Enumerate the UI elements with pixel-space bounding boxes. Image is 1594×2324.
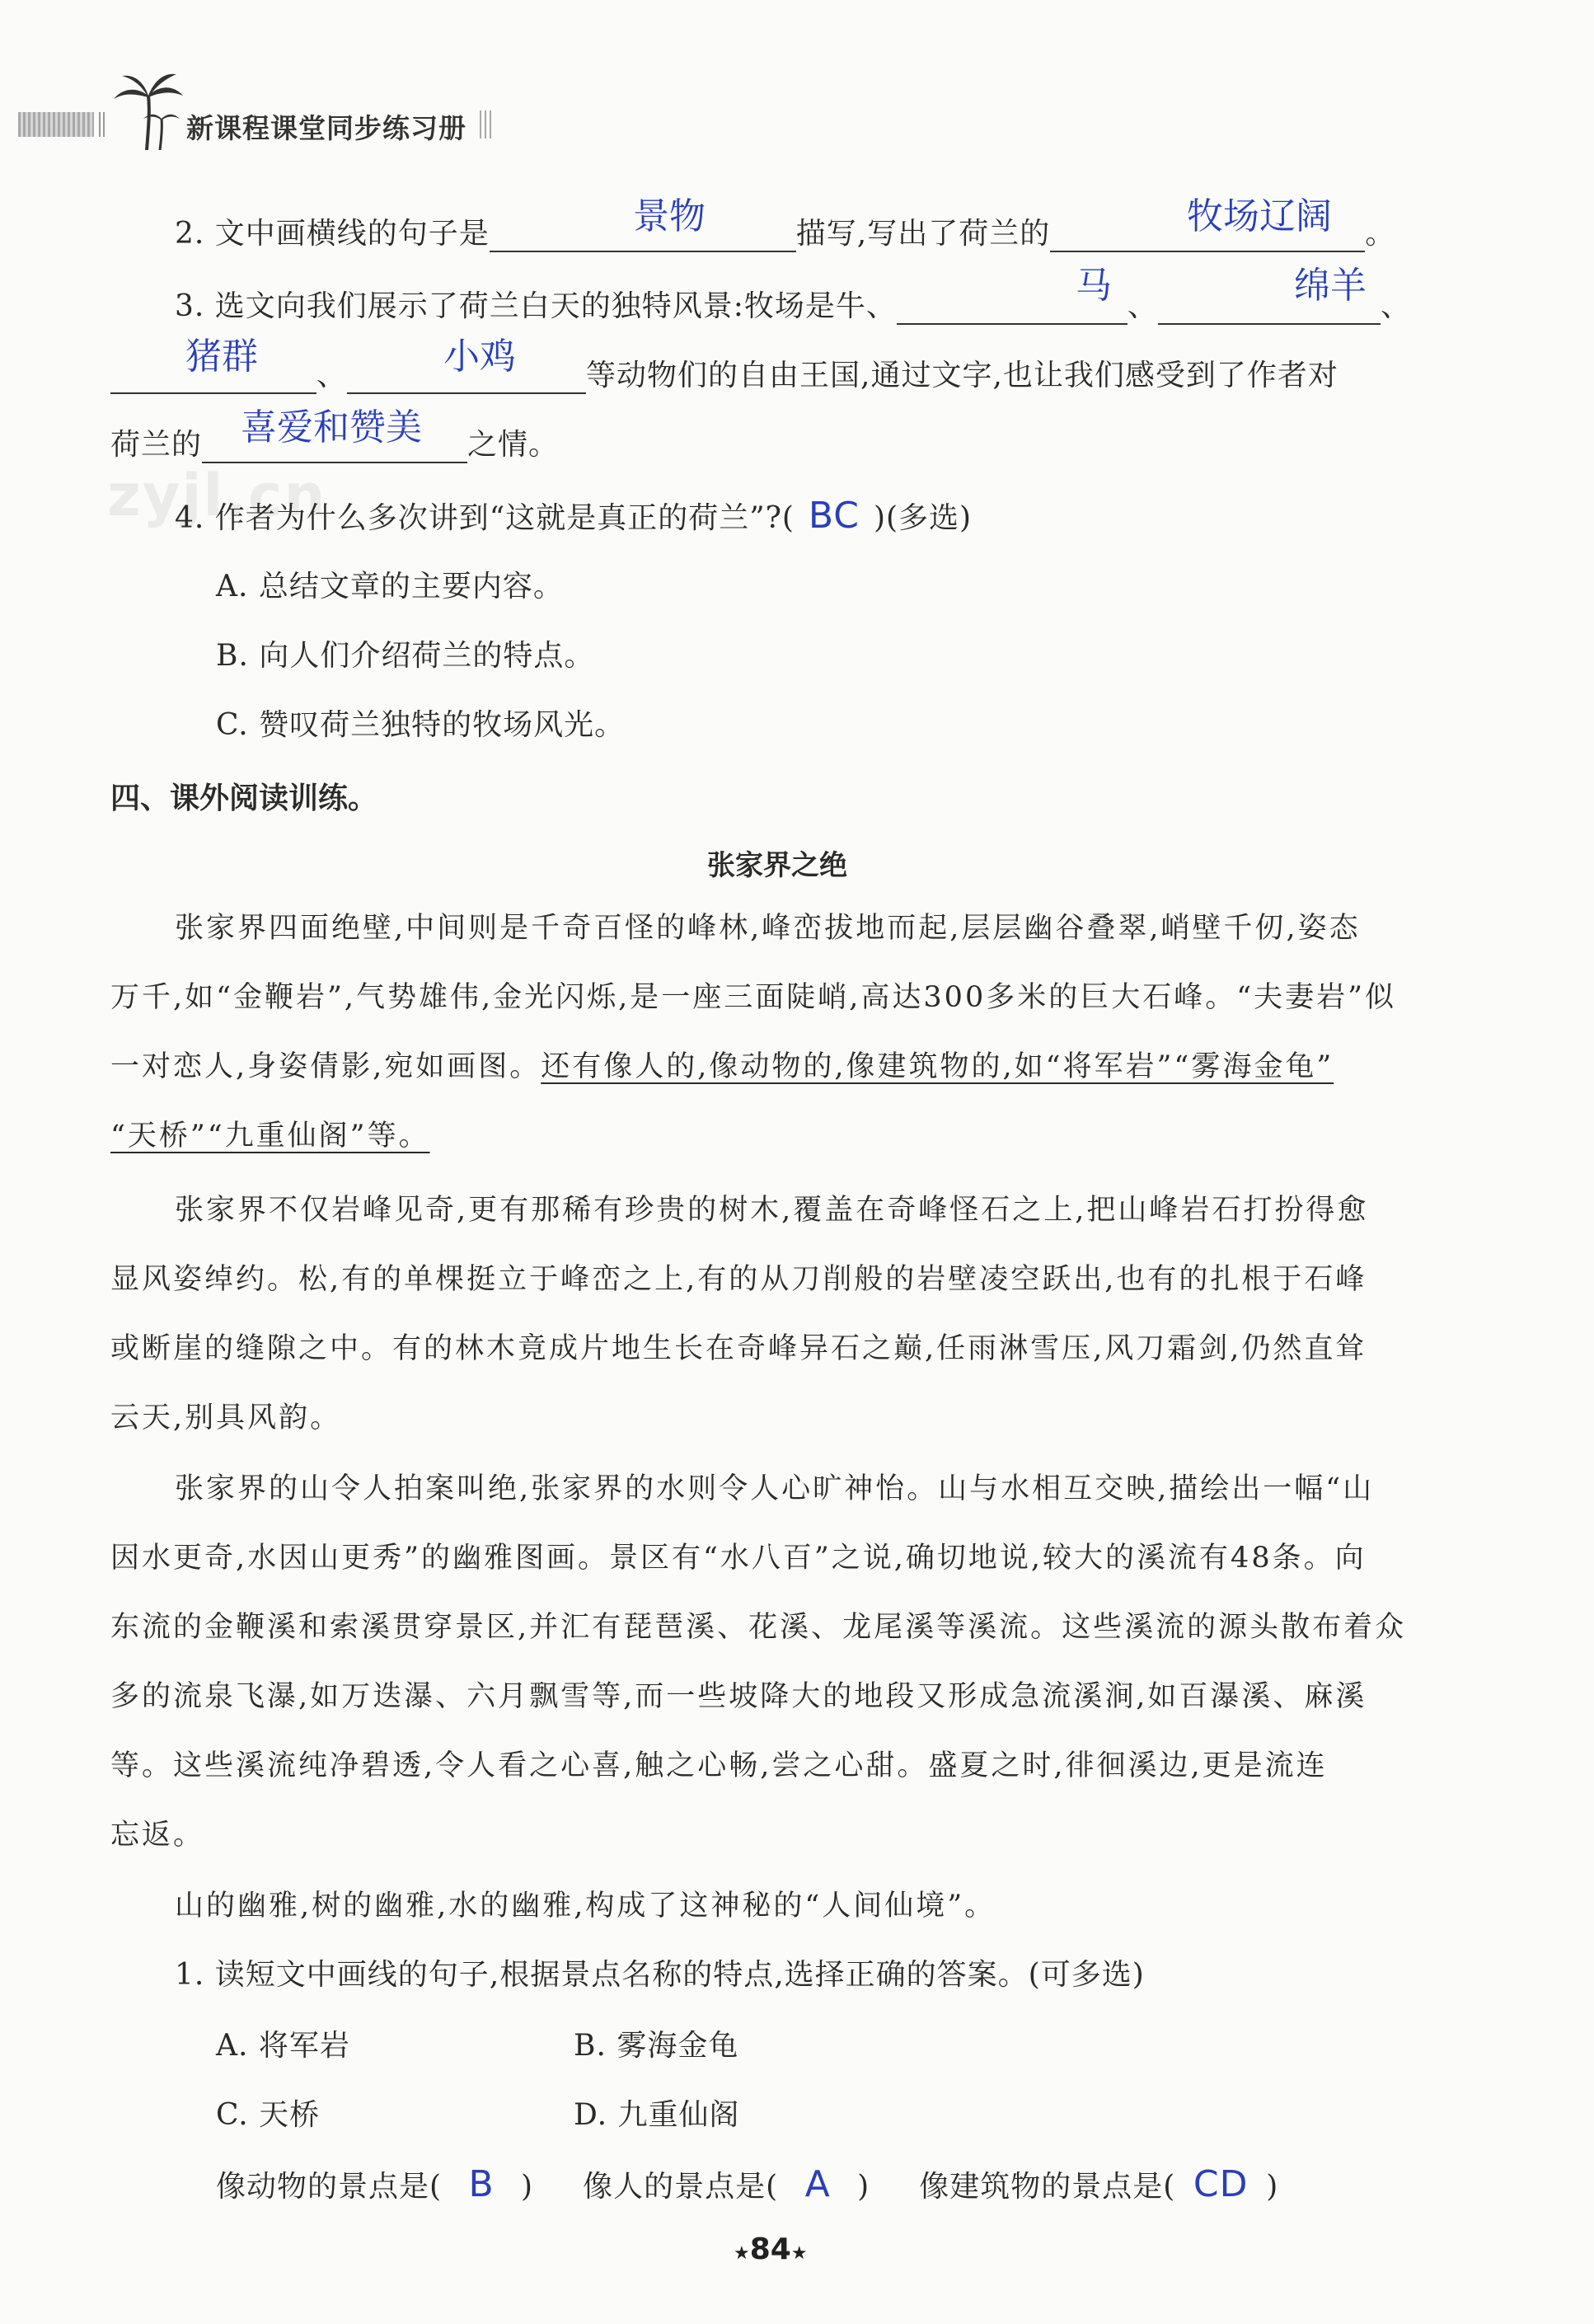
header-end-stripe [480, 110, 491, 139]
q1b-option-d: D. 九重仙阁 [574, 2098, 740, 2132]
page-number [734, 2232, 808, 2266]
q1b-person-label: 像人的景点是( [583, 2170, 779, 2204]
section-4-heading: 四、课外阅读训练。 [110, 782, 378, 815]
star-icon: ★ [734, 2243, 750, 2264]
q1b-prompt: 1. 读短文中画线的句子,根据景点名称的特点,选择正确的答案。(可多选) [175, 1958, 1145, 1992]
q1b-answer-row [216, 2163, 1279, 2205]
q3-sep-1: 、 [1127, 289, 1158, 323]
p3-line-2: 因水更奇,水因山更秀”的幽雅图画。景区有“水八百”之说,确切地说,较大的溪流有48条。向 [110, 1542, 1367, 1575]
p1-line-3-plain: 一对恋人,身姿倩影,宛如画图。 [110, 1050, 541, 1083]
watermark: zyjl.cn [107, 462, 327, 529]
p1-underlined-sentence-1: 还有像人的,像动物的,像建筑物的,如“将军岩”“雾海金龟” [541, 1050, 1334, 1083]
q4-prefix: 4. 作者为什么多次讲到“这就是真正的荷兰”?( [175, 501, 795, 535]
p3-line-4: 多的流泉飞瀑,如万迭瀑、六月飘雪等,而一些坡降大的地段又形成急流溪涧,如百瀑溪、麻溪 [110, 1680, 1367, 1713]
header-stripe [18, 112, 94, 137]
p3-line-6: 忘返。 [110, 1819, 205, 1852]
question-3-line-1 [175, 289, 1411, 325]
q3-line3-post: 之情。 [467, 428, 560, 462]
q3-sep-3: 、 [316, 359, 348, 392]
p1-line-2: 万千,如“金鞭岩”,气势雄伟,金光闪烁,是一座三面陡峭,高达300多米的巨大石峰。“夫妻岩”似 [110, 981, 1397, 1014]
p3-line-1: 张家界的山令人拍案叫绝,张家界的水则令人心旷神怡。山与水相互交映,描绘出一幅“山 [175, 1472, 1375, 1505]
q1b-building-label: 像建筑物的景点是( [919, 2170, 1176, 2204]
palm-tree-icon [110, 71, 185, 150]
q3-line3-pre: 荷兰的 [110, 428, 203, 462]
header-stripe-small [99, 112, 107, 137]
q3-answer-pig: 猪群 [185, 336, 258, 378]
p1-underlined-sentence-2: “天桥”“九重仙阁”等。 [110, 1120, 430, 1153]
q3-answer-horse: 马 [1076, 265, 1112, 307]
q3-answer-sheep: 绵羊 [1294, 265, 1367, 307]
q4-answer: BC [808, 495, 860, 537]
q2-end: 。 [1365, 217, 1396, 251]
q1b-person-answer: A [804, 2163, 831, 2205]
q1b-animal-answer: B [468, 2163, 495, 2205]
q1b-person-close: ) [857, 2170, 870, 2204]
q4-suffix: )(多选) [873, 501, 973, 535]
p3-line-5: 等。这些溪流纯净碧透,令人看之心喜,触之心畅,尝之心甜。盛夏之时,徘徊溪边,更是流连 [110, 1749, 1328, 1782]
q2-middle: 描写,写出了荷兰的 [795, 217, 1051, 251]
p1-line-3 [110, 1049, 1334, 1085]
q1b-animal-close: ) [521, 2170, 534, 2204]
question-4 [175, 495, 973, 537]
question-3-line-2 [110, 358, 1338, 394]
page-number-value: 84 [749, 2232, 791, 2266]
q1b-option-c: C. 天桥 [216, 2098, 321, 2132]
page-header [18, 99, 480, 148]
q3-sep-2: 、 [1380, 289, 1411, 323]
q1b-building-answer: CD [1193, 2163, 1249, 2205]
q2-prefix: 2. 文中画横线的句子是 [175, 217, 490, 251]
q1b-animal-label: 像动物的景点是( [216, 2170, 443, 2204]
p2-line-2: 显风姿绰约。松,有的单棵挺立于峰峦之上,有的从刀削般的岩壁凌空跃出,也有的扎根于石峰 [110, 1263, 1367, 1296]
q2-answer-1: 景物 [633, 195, 706, 237]
article-title: 张家界之绝 [707, 849, 847, 882]
p3-line-3: 东流的金鞭溪和索溪贯穿景区,并汇有琵琶溪、花溪、龙尾溪等溪流。这些溪流的源头散布着众 [110, 1611, 1407, 1644]
q4-option-b: B. 向人们介绍荷兰的特点。 [216, 639, 595, 673]
p2-line-4: 云天,别具风韵。 [110, 1401, 342, 1434]
p4-line: 山的幽雅,树的幽雅,水的幽雅,构成了这神秘的“人间仙境”。 [175, 1890, 996, 1923]
q3-answer-chick: 小鸡 [443, 336, 516, 378]
q1b-option-b: B. 雾海金龟 [574, 2029, 739, 2063]
q4-option-a: A. 总结文章的主要内容。 [216, 570, 564, 603]
q4-option-c: C. 赞叹荷兰独特的牧场风光。 [216, 708, 626, 742]
q3-line2-post: 等动物们的自由王国,通过文字,也让我们感受到了作者对 [586, 359, 1338, 392]
q2-answer-2: 牧场辽阔 [1187, 195, 1332, 237]
header-title: 新课程课堂同步练习册 [186, 112, 466, 144]
q1b-option-a: A. 将军岩 [216, 2029, 350, 2063]
p1-line-1: 张家界四面绝壁,中间则是千奇百怪的峰林,峰峦拔地而起,层层幽谷叠翠,峭壁千仞,姿态 [175, 912, 1361, 945]
q3-prefix: 3. 选文向我们展示了荷兰白天的独特风景:牧场是牛、 [175, 289, 897, 323]
q3-answer-love: 喜爱和赞美 [241, 406, 422, 448]
star-icon: ★ [790, 2243, 808, 2264]
p2-line-1: 张家界不仅岩峰见奇,更有那稀有珍贵的树木,覆盖在奇峰怪石之上,把山峰岩石打扮得愈 [175, 1194, 1369, 1227]
p2-line-3: 或断崖的缝隙之中。有的林木竟成片地生长在奇峰异石之巅,任雨淋雪压,风刀霜剑,仍然直耸 [110, 1332, 1367, 1365]
q1b-building-close: ) [1266, 2170, 1279, 2204]
